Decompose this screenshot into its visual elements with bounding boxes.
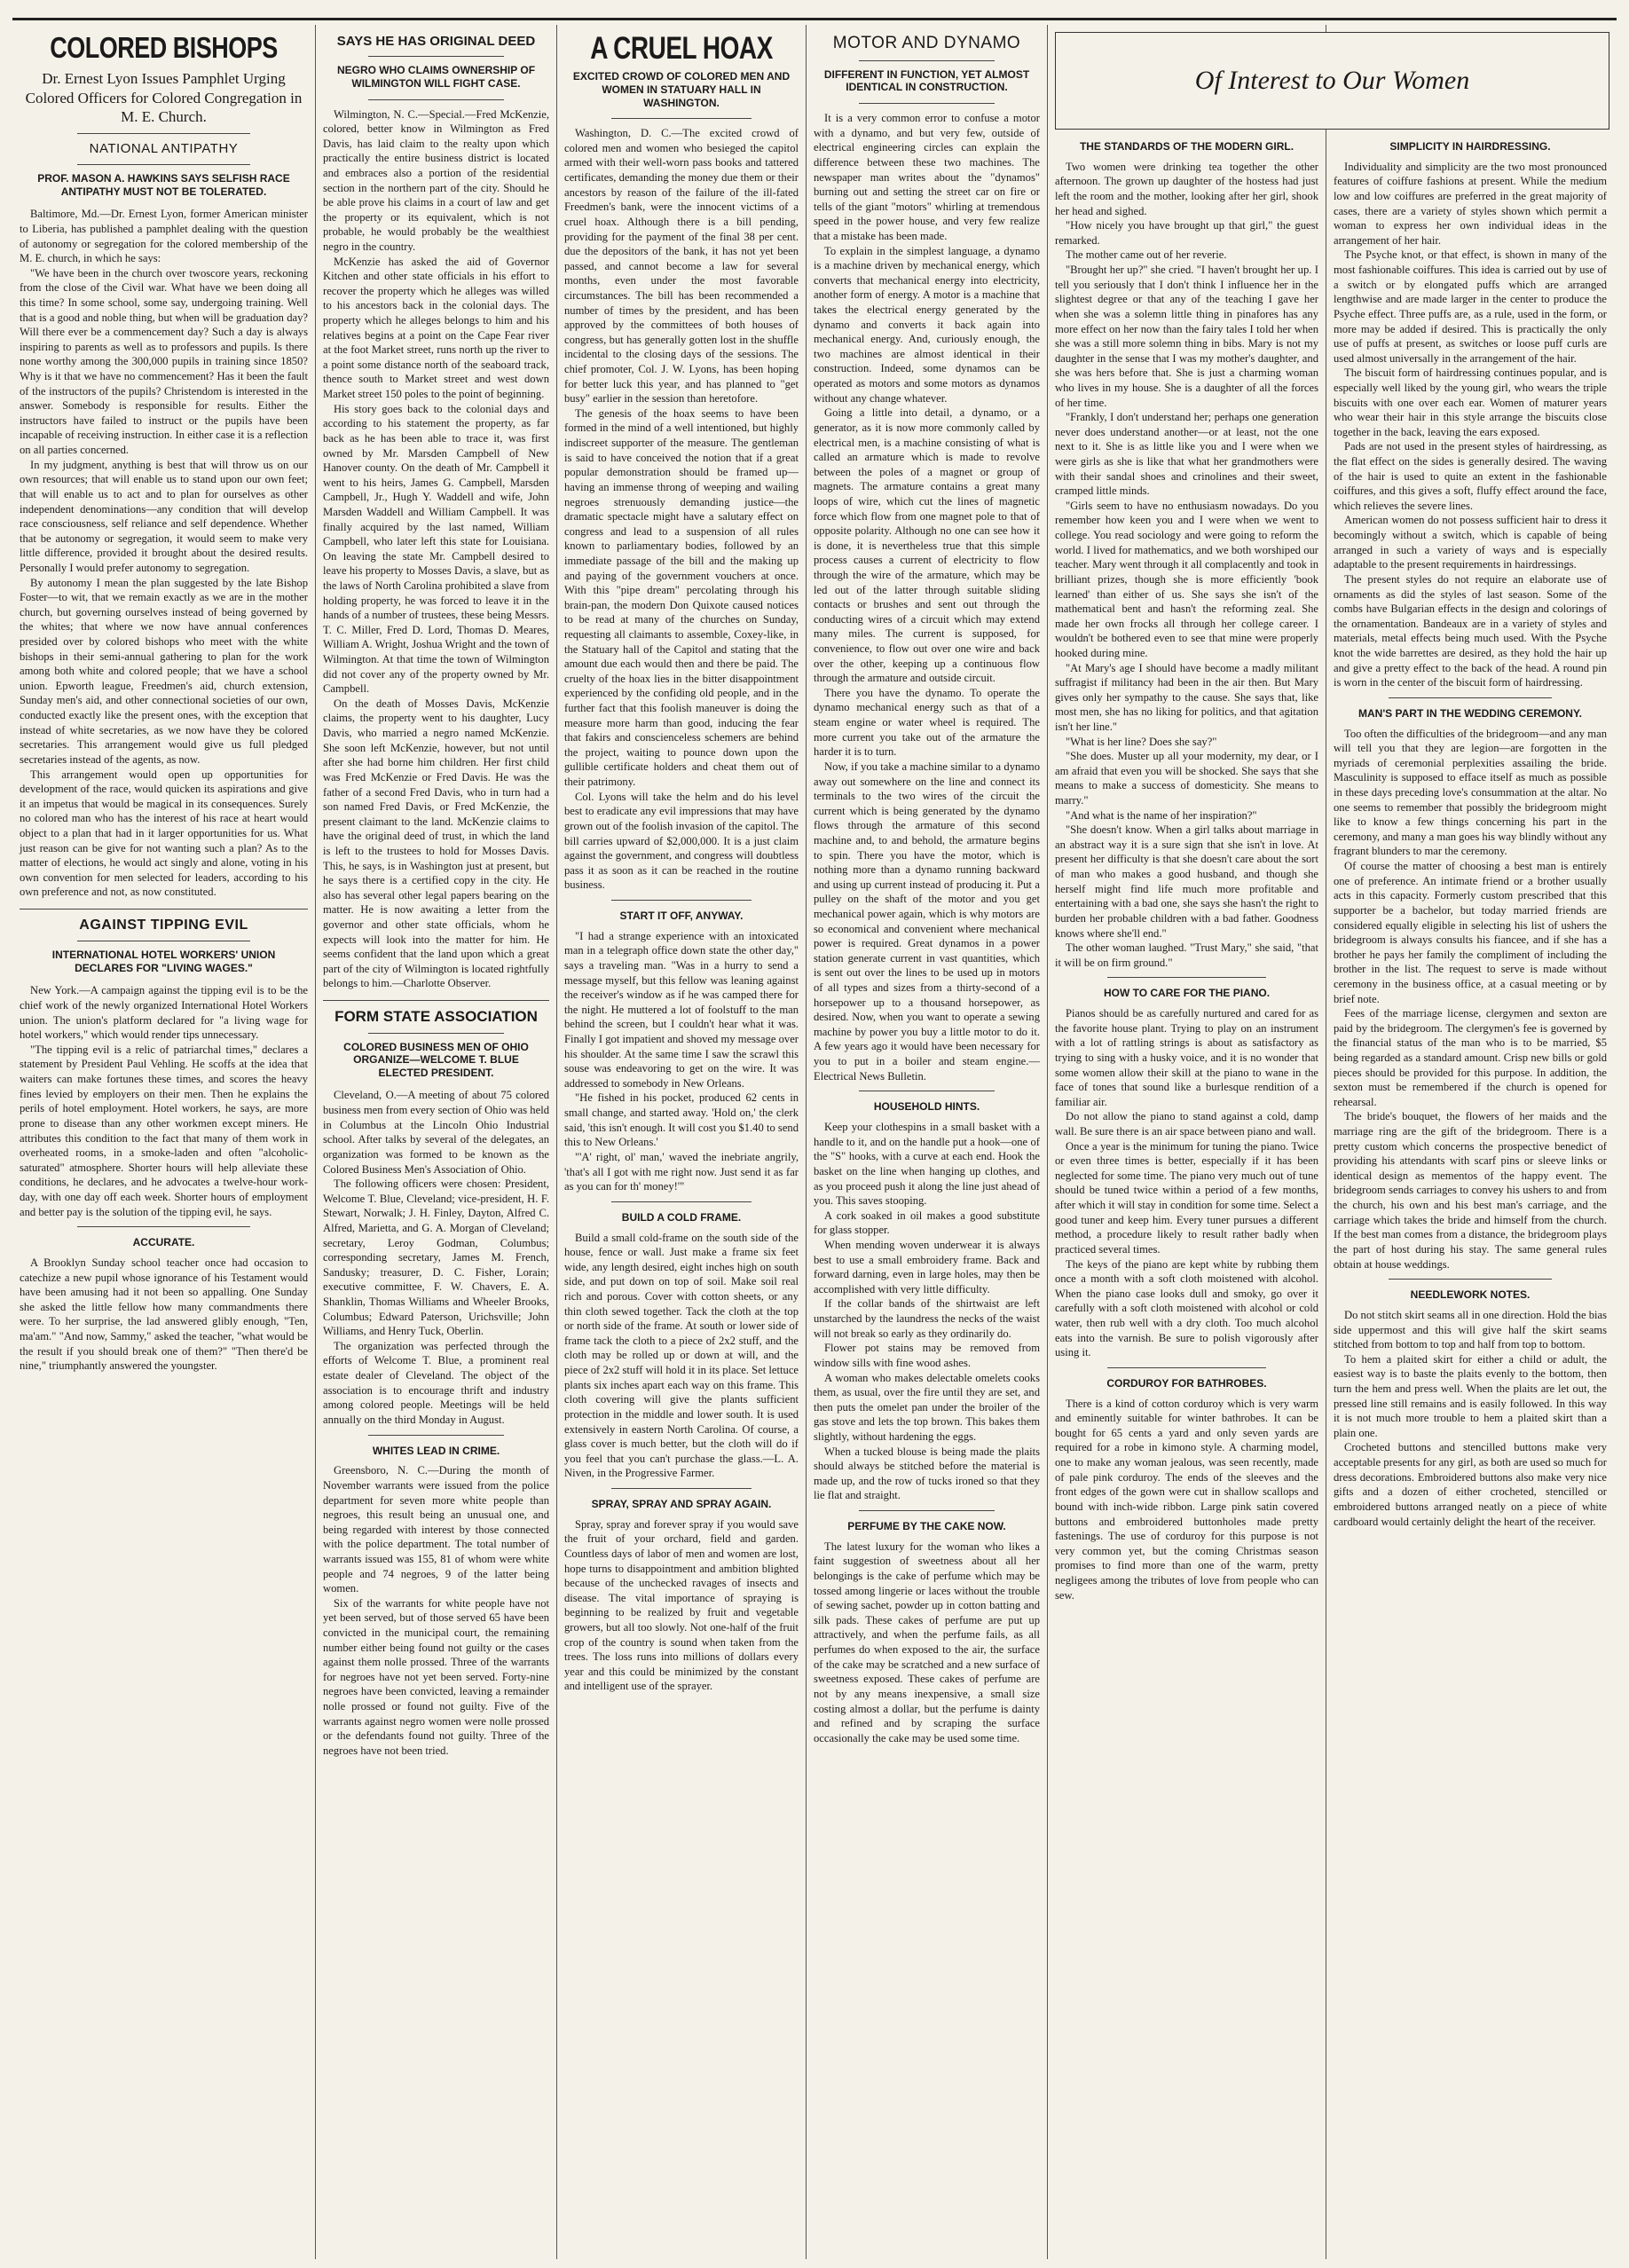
paragraph: There you have the dynamo. To operate the dynamo mechanical energy such as that of a steam engine or water wheel is required. The more current you take out of the armature the harder it is to turn.: [814, 686, 1040, 759]
headline-needlework: NEEDLEWORK NOTES.: [1410, 1288, 1531, 1302]
paragraph: If the collar bands of the shirtwaist are left unstarched by the laundress the necks of the waist will not break so early as they ordinarily do.: [814, 1297, 1040, 1340]
paragraph: The genesis of the hoax seems to have been formed in the mind of a well intentioned, but highly indiscreet supporter of the measure. The gentleman is said to have conceived the notion that if a great popular demonstration should be framed up—having an immense throng of weeping and wailing negroes strenuously demanding justice—the dramatic spectacle might have a salutary effect on congress and lead to a suspension of all rules known to parliamentary bodies, followed by an immediate passage of the bill and the making up and paying of the government vouchers at once. With this "pipe dream" percolating through his brain-pan, the modern Don Quixote caused notices to be read at many of the churches on Sunday, requesting all claimants to assemble, Coxey-like, in the Statuary hall of the Capitol and stating that the amount due each would then and there be paid. The cruelty of the hoax lies in the bitter disappointment experienced by the confiding old people, and in the further fact that this foolish maneuver is doing the measure more harm than good, inducing the fear that fakirs and conscienceless schemers are behind the project, waiting to pounce down upon the gullible certificate holders and cheat them out of their patrimony.: [564, 406, 799, 789]
divider: [77, 1226, 250, 1227]
divider: [20, 909, 308, 910]
headline-spray: SPRAY, SPRAY AND SPRAY AGAIN.: [591, 1497, 772, 1510]
divider: [77, 133, 250, 134]
paragraph: Now, if you take a machine similar to a dynamo away out somewhere on the line and connect its terminals to the two wires of the circuit the current which is being generated by the dynamo flows through the armature of this second machine and, to and behold, the armature begins to spin. There you have the motor, which is nothing more than a dynamo running backward and using up current instead of producing it. Put a pulley on the shaft of the motor and you get mechanical power again, which is why motors are so economical and convenient where mechanical power is required. Great dynamos in a power station generate current in vast quantities, which is sent out over the lines to be used up in motors of all types and sizes from a thirty-second of a horsepower up to a thousand horsepower, as desired. Now, when you want to operate a sewing machine by power you buy a little motor to do it. A few years ago it would have been necessary for you to put in a boiler and steam engine.—Electrical News Bulletin.: [814, 760, 1040, 1083]
headline-whites-lead: WHITES LEAD IN CRIME.: [372, 1444, 500, 1457]
headline-corduroy: CORDUROY FOR BATHROBES.: [1106, 1376, 1267, 1390]
divider: [368, 99, 504, 100]
column-colored-bishops: [12, 25, 316, 2259]
divider: [611, 118, 752, 119]
headline-original-deed: SAYS HE HAS ORIGINAL DEED: [336, 34, 536, 49]
deck-state-association: COLORED BUSINESS MEN OF OHIO ORGANIZE—WELCOME T. BLUE ELECTED PRESIDENT.: [343, 1040, 529, 1079]
paragraph: "At Mary's age I should have become a madly militant suffragist if militancy had been in the air then. But Mary gives only her sympathy to the cause. She says that, like most men, she has no liking for politics, and that agitation isn't her line.": [1055, 661, 1318, 733]
paragraph: Pads are not used in the present styles of hairdressing, as the flat effect on the sides is generally desired. The waving of the hair is used to quite an extent in the fashionable coiffures, and this gives a soft, fluffy effect around the face, which relieves the severe lines.: [1334, 440, 1607, 512]
paragraph: The Psyche knot, or that effect, is shown in many of the most fashionable coiffures. This idea is carried out by use of a switch or by elongated puffs which are arranged lengthwise and are made larger in the center to produce the Psyche effect. Three puffs are, as a rule, used in the form, or more may be added if desired. This is practically the only use of puffs at present, as switches or loose puff curls are used almost universally in the arrangement of the hair.: [1334, 248, 1607, 365]
paragraph: "She doesn't know. When a girl talks about marriage in an abstract way it is a sure sign that she isn't in love. At present her difficulty is that she doesn't care about the sort of man who makes a good husband, and though she herself might find life much more profitable and entertaining with a bad one, she says she hasn't the right to burden her probable children with a bad father. Goodness knows where she'll end.": [1055, 823, 1318, 940]
column-modern-girl: [1048, 25, 1326, 2259]
paragraph: "And what is the name of her inspiration?": [1066, 808, 1257, 822]
paragraph: Fees of the marriage license, clergymen and sexton are paid by the bridegroom. The clergymen's fee is governed by the financial status of the man who is to be married, $5 being regarded as a standard amount. Crisp new bills or gold pieces should be provided for this purpose. In addition, the sexton must be remembered if the church is opened for rehearsal.: [1334, 1007, 1607, 1108]
deck-colored-bishops: Dr. Ernest Lyon Issues Pamphlet Urging Colored Officers for Colored Congregation in M. E. Church.: [25, 70, 303, 125]
paragraph: A woman who makes delectable omelets cooks them, as usual, over the fire until they are set, and then puts the omelet pan under the broiler of the gas stove and lets the top brown. This bakes them slightly, without hardening the eggs.: [814, 1371, 1040, 1443]
paragraph: To explain in the simplest language, a dynamo is a machine driven by mechanical energy, which converts that mechanical energy into electricity, another form of energy. A motor is a machine that takes the electrical energy generated by the dynamo and converts it back again into mechanical energy. And, curiously enough, the two machines are almost identical in their construction. Indeed, some dynamos can be operated as motors and some motors as dynamos without any change whatever.: [814, 244, 1040, 405]
headline-state-association: FORM STATE ASSOCIATION: [334, 1008, 538, 1026]
paragraph: Six of the warrants for white people have not yet been served, but of those served 65 have been convicted in the municipal court, the remaining number either being found not guilty or the cases against them nolle prossed. Three of the warrants for negroes have not yet been served. Forty-nine negroes have been convicted, leaving a remainder nolle prossed or found not guilty. Five of the warrants against negro women were nolle prossed or the defendants found not guilty. Three of the negroes have not been tried.: [323, 1596, 549, 1757]
column-original-deed: [316, 25, 557, 2259]
paragraph: Baltimore, Md.—Dr. Ernest Lyon, former American minister to Liberia, has published a pamphlet dealing with the question of autonomy or segregation for the colored membership of the M. E. church, in which he says:: [20, 208, 308, 265]
paragraph: Too often the difficulties of the bridegroom—and any man will tell you that they are legion—are forgotten in the myriads of ceremonial perplexities assailing the bride. Masculinity is supposed to efface itself as much as possible in these days preceding love's consummation at the altar. No one seems to remember that possibly the bridegroom might like to know a few things concerning his part in the ceremony, and many a man goes his way blindly without any fragrant blunders to mar the ceremony.: [1334, 727, 1608, 858]
paragraph: Once a year is the minimum for tuning the piano. Twice or even three times is better, especially if it has been neglected for some time. The piano very much out of tune should be tuned twice within a period of a few months, after which it will stay in condition for some time. Select a good tuner and keep him. Every tuner pursues a different method, a procedure likely to result rather badly when practiced several times.: [1055, 1139, 1318, 1256]
divider: [1389, 1279, 1553, 1280]
divider: [77, 164, 250, 165]
paragraph: Do not stitch skirt seams all in one direction. Hold the bias side uppermost and this will give half the skirt seams stitched from bottom to top and half from top to bottom.: [1334, 1308, 1607, 1351]
paragraph: This arrangement would open up opportunities for development of the race, would quicken its aspirations and give it an impetus that would be magical in its consequences. Surely no colored man who has the interest of his race at heart would object to a plan that had in it larger opportunities for us. What just reason can be give for not wanting such a plan? As to the matter of elections, he would act singly and alone, voting in his own convention for men selected for leaders, according to his own preference and not, as now constituted.: [20, 768, 308, 899]
paragraph: The biscuit form of hairdressing continues popular, and is especially well liked by the young girl, who wears the triple biscuits with one over each ear. Women of maturer years who wear their hair in this style arrange the biscuits close together in the back, leaving the ears exposed.: [1334, 366, 1607, 438]
divider: [859, 1510, 995, 1511]
paragraph: His story goes back to the colonial days and according to his statement the property, as far back as he has been able to trace it, was first owned by Mr. Marsden Campbell of New Hanover county. On the death of Mr. Campbell it went to his heirs, James G. Campbell, Marsden Campbell, Jr., Hugh Y. Waddell and wife, John Marsden Waddell and William Campbell. It was finally acquired by the last named, William Campbell, who later left this state for Louisiana. On leaving the state Mr. Campbell desired to leave his property to Mosses Davis, a slave, but as the laws of North Carolina prohibited a slave from holding property, he was forced to leave it in the hands of a number of trustees, these being Messrs. T. C. Miller, Fred D. Lord, Thomas D. Meares, William A. Wright, Joshua Wright and the town of Wilmington. At that time the town of Wilmington did not cover any of the property owned by Mr. Campbell.: [323, 402, 549, 696]
column-hairdressing: [1326, 25, 1614, 2259]
womens-section-banner: [1055, 32, 1609, 130]
divider: [611, 1488, 752, 1489]
paragraph: "The tipping evil is a relic of patriarchal times," declares a statement by President Paul Vehling. He scoffs at the idea that waiters can make fortunes these times, and scores the heavy fines levied by employers on their men. Then he explains the perils of hotel employment. Hotel workers, he says, are more prone to disease than any other workmen except miners. He attributes this condition to the fact that many of them work in overheated rooms, in a smoke-laden and often "alcoholic-saturated" atmosphere. Shorter hours will help alleviate these conditions, he declares, and he advocates a twelve-hour work-day, with one day off each week. Shorter hours of employment and better pay is the solution of the tipping evil, he says.: [20, 1043, 308, 1218]
paragraph: McKenzie has asked the aid of Governor Kitchen and other state officials in his effort to recover the property which he alleges was willed to his ancestors back in the colonial days. The property which he alleges belongs to him and his relatives begins at a point on the Cape Fear river at the foot Market street, runs north up the river to a point some distance north of the seaboard track, thence south to Market street and west down Market street 150 poles to the point of beginning.: [323, 255, 549, 401]
headline-hairdressing: SIMPLICITY IN HAIRDRESSING.: [1389, 140, 1551, 153]
paragraph: New York.—A campaign against the tipping evil is to be the chief work of the newly organized International Hotel Workers union. The union's platform declared for "a living wage for hotel workers," which would render tips unnecessary.: [20, 984, 308, 1042]
paragraph: It is a very common error to confuse a motor with a dynamo, and but very few, outside of electrical engineering circles can explain the difference between these two machines. The newspaper man writes about the "dynamos" burning out and setting the street car on fire or tells of the giant "motors" whirling at tremendous speed in the power house, and very few realize that a mistake has been made.: [814, 112, 1040, 242]
divider: [611, 900, 752, 901]
paragraph: American women do not possess sufficient hair to dress it becomingly without a switch, which is capable of being arranged in such a variety of ways and is especially adaptable to the present requirements in hairdressings.: [1334, 514, 1607, 571]
paragraph: By autonomy I mean the plan suggested by the late Bishop Foster—to wit, that we remain exactly as we are in the mother church, but governing ourselves instead of being governed by the whites; that where we now have annual conferences presided over by colored bishops who meet with the white bishops in their semi-annual gathering to plan for the work among both white and colored people; that we have a school union. Epworth league, Freedmen's aid, church extension, Sunday men's aid, and other connectional societies of our own, conducted exactly like the present ones, with the exception that instead of white secretaries, as we now have they be colored secretaries. This arrangement would give us full pledged secretaries instead of the agents, as now.: [20, 576, 308, 766]
paragraph: Build a small cold-frame on the south side of the house, fence or wall. Just make a frame six feet wide, any length desired, eight inches high on south side, and put down on top of soil. Make soil real rich and porous. Cover with cotton sheets, or any thin cloth sewed together. Tack the cloth at the top or north side of the frame. At south or lower side of frame tack the cloth to a piece of 2x2 stuff, and the cloth may be rolled up or down at will, and the piece of 2x2 stuff will hold it in its place. Set lettuce plants six inches apart each way on this frame. This cloth covering will give the plants sufficient protection in the middle and lower south. It is used extensively in eastern North Carolina. Of course, a glass cover is much better, but the cloth will do if you feel that you can't purchase the glass.—L. A. Niven, in the Progressive Farmer.: [564, 1231, 799, 1480]
subhead-national-antipathy: NATIONAL ANTIPATHY: [89, 141, 239, 157]
columns: [12, 25, 1617, 2259]
headline-household-hints: HOUSEHOLD HINTS.: [873, 1100, 980, 1114]
paragraph: Keep your clothespins in a small basket with a handle to it, and on the handle put a hook—one of the "S" hooks, with a curve at each end. Hook the basket on the line when hanging up clothes, and as you proceed push it along the line just ahead of you. This saves stooping.: [814, 1121, 1040, 1208]
paragraph: "How nicely you have brought up that girl," the guest remarked.: [1055, 219, 1318, 247]
paragraph: Do not allow the piano to stand against a cold, damp wall. Be sure there is an air space between piano and wall.: [1055, 1110, 1318, 1138]
column-motor-dynamo: [807, 25, 1048, 2259]
paragraph: To hem a plaited skirt for either a child or adult, the easiest way is to baste the plaits evenly to the bottom, then turn the hem and press well. When the plaits are let out, the pressed line still remains and is easily followed. In this way it is not much more trouble to hem a plaited skirt than a plain one.: [1334, 1352, 1607, 1439]
headline-start-it-off: START IT OFF, ANYWAY.: [619, 909, 744, 922]
paragraph: When a tucked blouse is being made the plaits should always be stitched before the material is made up, and the row of tucks ironed so that they lie flat and straight.: [814, 1445, 1040, 1502]
paragraph: "Brought her up?" she cried. "I haven't brought her up. I tell you seriously that I don't think I influence her in the slightest degree or that any of the teaching I gave her when she was a solemn little thing in pinafores has any more effect on her now than the fairy tales I told her when she was a still more solemn thing in bibs. Mary is not my daughter in the sense that I was my mother's daughter, and she was hers before that. She is just a charming woman who lives in my house. She is a daughter of all the forces of her time.: [1055, 264, 1318, 409]
paragraph: In my judgment, anything is best that will throw us on our own resources; that will enable us to stand upon our own feet; that will enable us to act and to plan for ourselves as other independent denominations—any condition that will develop race consciousness, self reliance and self dependence. Whether that be autonomy or segregation, it would seem to make very little difference, provided it brought about the desired results. Personally I would prefer autonomy to segregation.: [20, 458, 308, 574]
top-rule: [12, 18, 1617, 20]
paragraph: The mother came out of her reverie.: [1066, 248, 1227, 262]
paragraph: Col. Lyons will take the helm and do his level best to eradicate any evil impressions that may have grown out of the foolish invasion of the capitol. The bill carries upward of $2,000,000. It is a just claim against the government, and congress will doubtless pass it as soon as it can be reached in the routine business.: [564, 790, 799, 892]
paragraph: The latest luxury for the woman who likes a faint suggestion of sweetness about all her belongings is the cake of perfume which may be tossed among lingerie or laces without the trouble of sewing sachet, powder up in cotton batting and silk pads. These cakes of perfume are put up attractively, and when the perfume fails, as all perfumes do when exposed to the air, the surface of the cake may be scratched and a new surface of sweetness exposed. These cakes of perfume are not by any means inexpensive, a small size costing almost a dollar, but the perfume is dainty and refined and by scraping the surface occasionally the cake may be used some time.: [814, 1540, 1040, 1744]
divider: [368, 1033, 504, 1034]
paragraph: Going a little into detail, a dynamo, or a generator, as it is now more commonly called by electrical men, is a machine consisting of what is called an armature which is made to revolve between the poles of a magnet or group of magnets. The armature contains a great many loops of wire, which cut the lines of magnetic force which flow from one magnet pole to that of opposite polarity. Although no one can see how it is done, it is nevertheless true that this simple process causes a current of electricity to flow through the wire of the armature, which may be led out of the latter through suitable sliding contacts or brushes and sent out through the conducting wires of a circuit which may extend many miles. The current is supposed, for convenience, to flow out over one wire and back over the other, keeping up a continuous flow through the armature and outside circuit.: [814, 406, 1040, 685]
paragraph: Greensboro, N. C.—During the month of November warrants were issued from the police department for seven more white people than negroes, this result being an unusual one, and being regarded with interest by those connected with the police department. The total number of warrants issued was 155, 81 of whom were white people and 74 negroes, 9 of the latter being women.: [323, 1464, 549, 1595]
divider: [1107, 977, 1265, 978]
paragraph: The other woman laughed. "Trust Mary," she said, "that it will be on firm ground.": [1055, 941, 1318, 969]
paragraph: Cleveland, O.—A meeting of about 75 colored business men from every section of Ohio was held in Columbus at the Lincoln Ohio Industrial school. After talks by several of the delegates, an organization was formed to be known as the Colored Business Men's Association of Ohio.: [323, 1089, 549, 1176]
headline-piano: HOW TO CARE FOR THE PIANO.: [1103, 987, 1271, 1000]
headline-tipping-evil: AGAINST TIPPING EVIL: [79, 917, 248, 933]
paragraph: Crocheted buttons and stencilled buttons make very acceptable presents for any girl, as both are used so much for dress decorations. Embroidered buttons also make very nice gifts and a dozen of either crocheted, stencilled or embroidered buttons arranged neatly on a piece of white cardboard would certainly delight the heart of the receiver.: [1334, 1441, 1607, 1528]
deck-hawkins: PROF. MASON A. HAWKINS SAYS SELFISH RACE ANTIPATHY MUST NOT BE TOLERATED.: [37, 172, 290, 198]
headline-colored-bishops: COLORED BISHOPS: [50, 30, 278, 65]
paragraph: "Girls seem to have no enthusiasm nowadays. Do you remember how keen you and I were when we went to college. You read sociology and were going to reform the world. I lived for mathematics, and we both worshiped our teacher. Mary went through it all complacently and took in brilliant prizes, though she is more efficiently 'book learned' than either of us. She says she isn't of the mathematical bent and hasn't the reforming zeal. She made her own frocks all through her college career. I wouldn't be bothered even to see that mine were properly hooked during mine.: [1055, 499, 1318, 659]
divider: [1107, 1367, 1265, 1368]
paragraph: "What is her line? Does she say?": [1066, 735, 1217, 748]
paragraph: The organization was perfected through the efforts of Welcome T. Blue, a prominent real estate dealer of Cleveland. The object of the association is to encourage thrift and industry among colored people. Meetings will be held annually on the third Monday in August.: [323, 1339, 549, 1426]
paragraph: Flower pot stains may be removed from window sills with fine wood ashes.: [814, 1342, 1040, 1369]
paragraph: Individuality and simplicity are the two most pronounced features of coiffure fashions at present. While the medium low and low coiffures are preferred in the great majority of cases, there are a variety of styles shown which permit a woman to express her own individual ideas in the arrangement of her hair.: [1334, 160, 1607, 247]
paragraph: Pianos should be as carefully nurtured and cared for as the favorite house plant. Trying to play on an instrument with a lot of rattling strings is about as satisfactory as trying to sing with a husky voice, and it is no wonder that some women allow their skill at the piano to wane in the face of tones that sound like a burlesque rendition of a familiar air.: [1055, 1007, 1318, 1108]
divider: [368, 56, 504, 57]
divider: [859, 103, 995, 104]
paragraph: There is a kind of cotton corduroy which is very warm and eminently suitable for winter bathrobes. It can be bought for 65 cents a yard and only seven yards are required for a robe in kimono style. A charming model, one to make any woman jealous, was seen recently, made of pale pink corduroy. The ends of the sleeves and the front edges of the gown were cut in shallow scallops and bound with inch-wide ribbon. Large pink satin covered buttons and embroidered buttonholes made pretty fastenings. The use of corduroy for this purpose is not very common yet, but the coming Christmas season promises to find more than one of the warm, pretty negligees among the tributes of love from people who can sew.: [1055, 1397, 1318, 1602]
paragraph: "I had a strange experience with an intoxicated man in a telegraph office down state the other day," says a traveling man. "Was in a hurry to send a message myself, but this fellow was leaning against the receiver's window as if he was camped there for the night. He muttered a lot of foolstuff to the man behind the screen, but I couldn't hear what it was. Finally I got impatient and shoved my message over his shoulder. At the same time I saw the scrawl this souse was endeavoring to get on the wire. It was addressed to somebody in New Orleans.: [564, 929, 799, 1090]
paragraph: Washington, D. C.—The excited crowd of colored men and women who besieged the capitol armed with their well-worn pass books and tattered certificates, demanding the money due them or their ancestors by reason of the failure of the ill-fated Freedmen's bank, were the innocent victims of a cruel hoax. Although there is a bill pending, providing for the payment of the final 38 per cent. due the depositors of the bank, it has not yet been passed, and cannot become a law for several months, even under the most favorable circumstances. The bill has been recommended a number of times by the president, and has been approved by the committees of both houses of congress, but has generally gotten lost in the shuffle incidental to the closing days of the sessions. The chief promoter, Col. J. W. Lyons, has been hoping for better luck this year, and has planned to "get busy" earlier in the session than heretofore.: [564, 127, 799, 406]
paragraph: On the death of Mosses Davis, McKenzie claims, the property went to his daughter, Lucy Davis, who married a negro named McKenzie. She soon left McKenzie, however, but not until after she had borne him children. Her first child was Fred McKenzie or Fred Davis. He was the father of a second Fred Davis, who in turn had a son named Fred Davis, or Fred McKenzie, the present claimant to the land. McKenzie claims to have the original deed of trust, in which the land is left to the trustees to hold for Mosses Davis. This, he says, is in Washington just at present, but he says there is a certified copy in the city. He also has several other legal papers bearing on the matter. He is now awaiting a letter from the governor and other state officials, whom he expects will look into the matter for him. He seems confident that the land upon which a great part of the city of Wilmington is located rightfully belongs to him.—Charlotte Observer.: [323, 697, 549, 990]
paragraph: A cork soaked in oil makes a good substitute for glass stopper.: [814, 1209, 1040, 1237]
deck-tipping-evil: INTERNATIONAL HOTEL WORKERS' UNION DECLARES FOR "LIVING WAGES.": [51, 949, 276, 974]
paragraph: Two women were drinking tea together the other afternoon. The grown up daughter of the hostess had just left the room and the mother, looking after her girl, shook her head and sighed.: [1055, 160, 1318, 217]
paragraph: The bride's bouquet, the flowers of her maids and the marriage ring are the gift of the bridegroom. There is a pretty custom which concerns the prospective benedict of providing his attendants with scarf pins or sleeve links or identical design as mementos of the happy event. The bridegroom sends carriages to convey his ushers to and from the church, his own and his best man's carriage, and the carriage which takes the bride and himself from the church. If the best man comes from a distance, the bridegroom plays the part of host during his stay. The same general rules obtain at house weddings.: [1334, 1110, 1607, 1271]
paragraph: "He fished in his pocket, produced 62 cents in small change, and started away. 'Hold on,' the clerk said, 'this isn't enough. It will cost you $1.40 to send this to New Orleans.': [564, 1091, 799, 1149]
paragraph: When mending woven underwear it is always best to use a small embroidery frame. Back and forward darning, even in large holes, may then be accomplished with very little difficulty.: [814, 1239, 1040, 1295]
paragraph: "We have been in the church over twoscore years, reckoning from the close of the Civil war. What have we been doing all this time? In some school, some say, undergoing training. Well that is a good and noble thing, but when will be graduation day? Will there ever be a commencement day? Such a day is always inspiring to parents as well as to professors and pupils. Is there none worthy among the 300,000 pupils in training since 1850? Why is it that we have no commencement? Has it been the fault of the instructors of the pupils? Christendom is interested in the answer. Somebody is responsible for results. Either the instructors have failed to instruct or the pupils have been incapable of receiving instruction. In either case it is a reflection on all parties concerned.: [20, 266, 308, 457]
paragraph: The keys of the piano are kept white by rubbing them once a month with a soft cloth moistened with alcohol. When the piano case looks dull and smoky, go over it carefully with a soft cloth moistened with alcohol or cold water, then rub well with a dry cloth. Too much alcohol eats into the varnish. Be sure to polish vigorously after using it.: [1055, 1257, 1318, 1359]
paragraph: "'A' right, ol' man,' waved the inebriate angrily, 'that's all I got with me right now. Just send it as far as you can for th' money!'": [564, 1150, 799, 1193]
paragraph: Of course the matter of choosing a best man is entirely one of preference. An intimate friend or a brother usually acts in this capacity. Formerly custom prescribed that this supporter be a bachelor, but today married friends are considered equally eligible in selecting his list of ushers the bridegroom is always consults his fiancee, and if she has a brother he pays her family the compliment of including the brother in the list. The request to serve is made without ceremony in the business office, at a casual meeting or by brief note.: [1334, 860, 1607, 1005]
headline-motor-dynamo: MOTOR AND DYNAMO: [832, 34, 1021, 52]
divider: [1389, 697, 1553, 698]
deck-original-deed: NEGRO WHO CLAIMS OWNERSHIP OF WILMINGTON WILL FIGHT CASE.: [336, 64, 536, 90]
paragraph: A Brooklyn Sunday school teacher once had occasion to catechize a new pupil whose ignorance of his Testament would have been amusing had it not been so appalling. One Sunday she asked the little fellow how many commandments there were. To her surprise, the lad answered glibly enough, "Ten, ma'am." "And now, Sammy," asked the teacher, "what would be the result if you should break one of them?" "Then there'd be nine," triumphantly answered the youngster.: [20, 1256, 308, 1373]
divider: [368, 1435, 504, 1436]
headline-cold-frame: BUILD A COLD FRAME.: [621, 1210, 742, 1224]
paragraph: The present styles do not require an elaborate use of ornaments as did the styles of last season. Some of the combs have Bulgarian effects in the design and colorings of the ornamentation. Bandeaux are in a variety of styles and materials, metal effects being much used. With the Psyche knot the wide barrettes are desired, as they hold the hair up and give a pretty effect to the back of the head. A round pin is worn in the center of the biscuit form of hairdressing.: [1334, 572, 1607, 689]
divider: [611, 1201, 752, 1202]
womens-section-title: Of Interest to Our Women: [1194, 66, 1470, 95]
divider: [323, 1000, 549, 1001]
deck-motor-dynamo: DIFFERENT IN FUNCTION, YET ALMOST IDENTICAL IN CONSTRUCTION.: [823, 67, 1030, 94]
paragraph: The following officers were chosen: President, Welcome T. Blue, Cleveland; vice-president, H. F. Stewart, Norwalk; J. H. Finley, Dayton, Alfred C. Alfred, Marietta, and G. A. Morgan of Cleveland; secretary, Leroy Godman, Columbus; corresponding secretary, James M. French, Sandusky; treasurer, D. C. Fisher, Lorain; executive committee, F. W. Chavers, E. A. Shanklin, Thomas Williams and Wheeler Brooks, Columbus; Edward Paterson, Urichsville; John Williams, and Henry Tuck, Oberlin.: [323, 1177, 549, 1338]
divider: [859, 60, 995, 61]
column-cruel-hoax: [557, 25, 807, 2259]
headline-cruel-hoax: A CRUEL HOAX: [590, 30, 773, 66]
deck-cruel-hoax: EXCITED CROWD OF COLORED MEN AND WOMEN IN STATUARY HALL IN WASHINGTON.: [572, 70, 791, 109]
paragraph: "She does. Muster up all your modernity, my dear, or I am afraid that even you will be shocked. She says that she means to make a success of domesticity. She means to marry.": [1055, 750, 1318, 807]
paragraph: Spray, spray and forever spray if you would save the fruit of your orchard, field and garden. Countless days of labor of men and women are lost, hope turns to disappointment and ambition blighted because of the unchecked ravages of insects and disease. The vital importance of spraying is beginning to be realized by fruit and vegetable growers, but all too slowly. Not one-half of the fruit crop of the country is sound when taken from the trees. The loss runs into millions of dollars every year and this could be minimized by the constant and intelligent use of the sprayer.: [564, 1517, 799, 1693]
headline-perfume: PERFUME BY THE CAKE NOW.: [847, 1519, 1006, 1532]
headline-accurate: ACCURATE.: [132, 1236, 195, 1249]
paragraph: Wilmington, N. C.—Special.—Fred McKenzie, colored, better know in Wilmington as Fred Davis, has laid claim to the realty upon which practically the entire business district is located and embraces also a portion of the residential section in the northern part of the city. Should he be able prove his claims in a court of law and get the property or its equivalent, which is not probable, he would probably be the wealthiest negro in the country.: [323, 107, 549, 253]
headline-modern-girl: THE STANDARDS OF THE MODERN GIRL.: [1079, 140, 1295, 153]
paragraph: "Frankly, I don't understand her; perhaps one generation never does understand another—or at least, not the one next to it. She is as little like you and I were when we were girls as she is like that what her grandmothers were with their sandal shoes and crinolines and their sweet, cramped little minds.: [1055, 411, 1318, 498]
headline-wedding: MAN'S PART IN THE WEDDING CEREMONY.: [1358, 706, 1582, 720]
